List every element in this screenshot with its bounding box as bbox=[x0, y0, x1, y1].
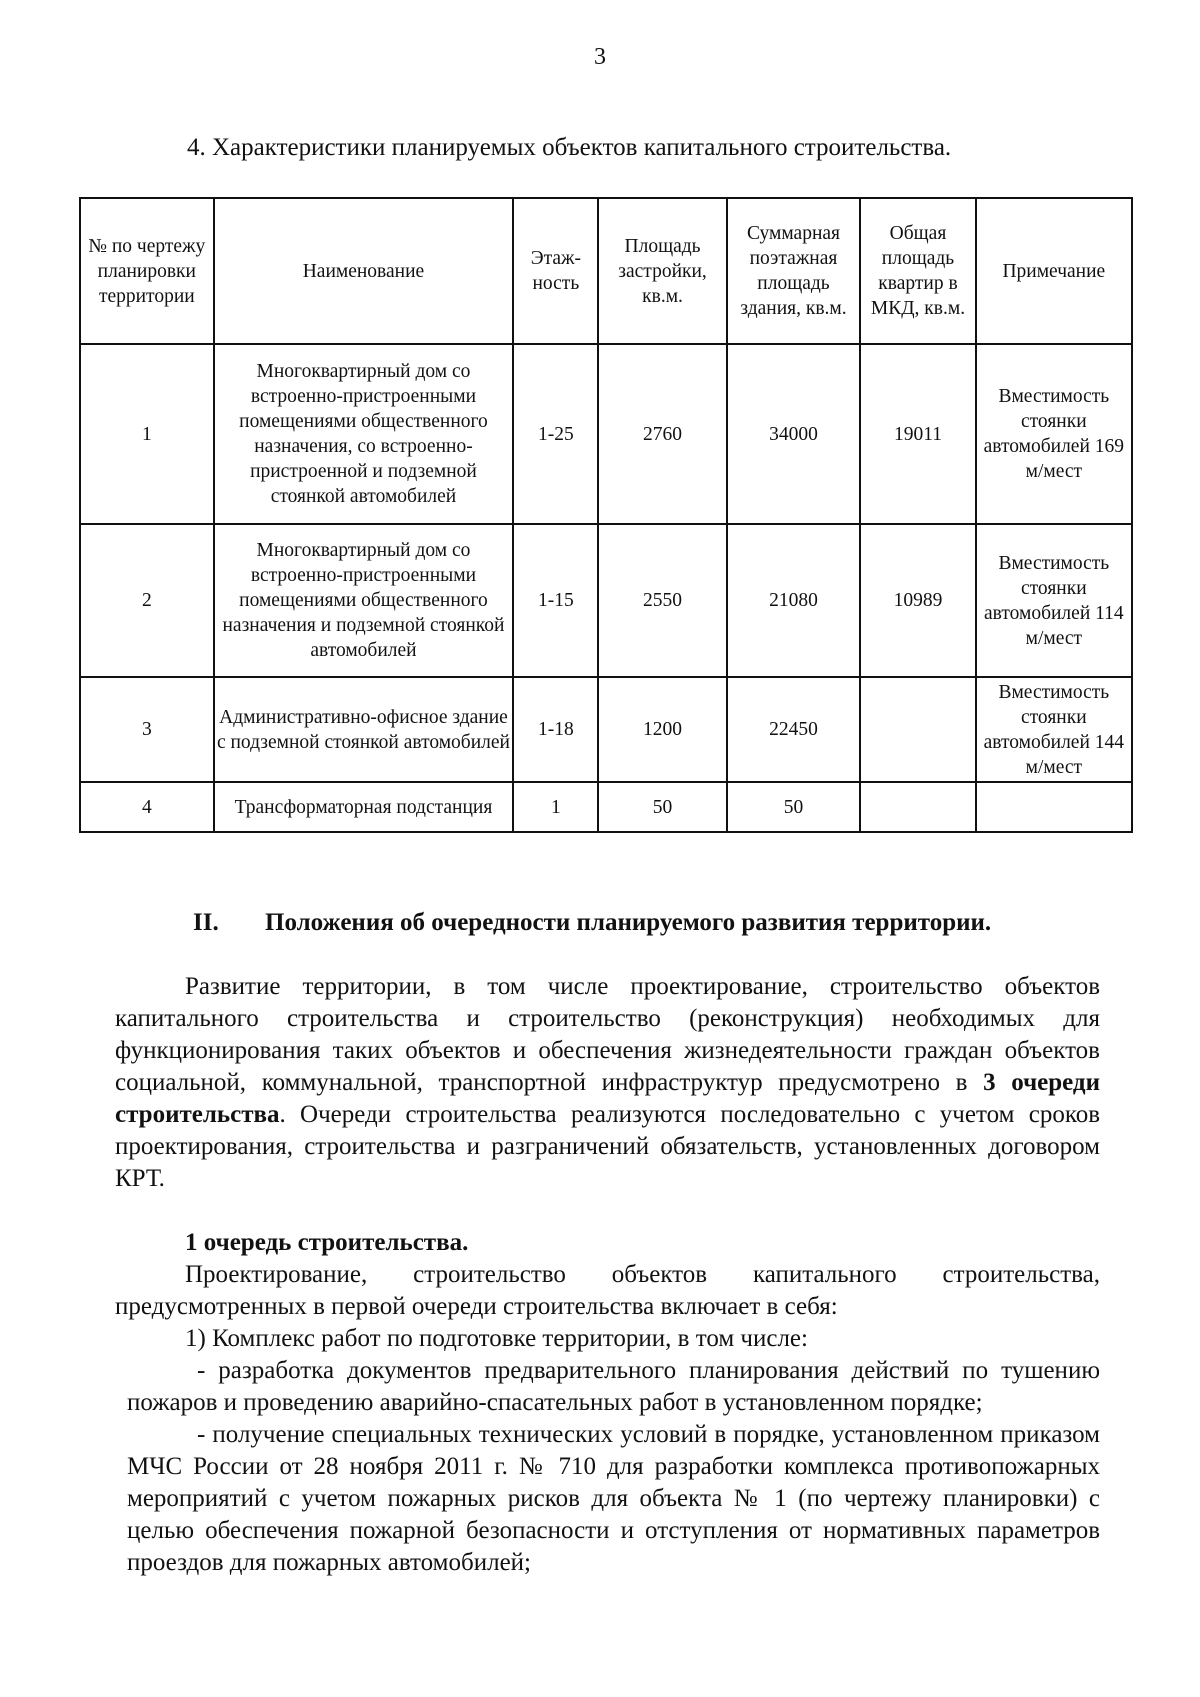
header-total-floor-area: Суммарная поэтажная площадь здания, кв.м. bbox=[727, 198, 861, 344]
cell-built-area: 1200 bbox=[598, 677, 726, 782]
intro-text-before: Развитие территории, в том числе проектирование, строительство объектов капитального строительства и строительство (реконструкция) необходимых для функционирования таких объектов и обеспечения жизнедеятельности граждан объектов социальной, коммунальной, транспортной инфраструктур предусмотрено в bbox=[115, 973, 1100, 1096]
intro-text-after: . Очереди строительства реализуются последовательно с учетом сроков проектирования, строительства и разграничений обязательств, установленных договором КРТ. bbox=[115, 1101, 1100, 1192]
cell-num: 2 bbox=[80, 524, 214, 677]
cell-name: Многоквартирный дом со встроенно-пристроенными помещениями общественного назначения и подземной стоянкой автомобилей bbox=[214, 524, 514, 677]
cell-floors: 1-25 bbox=[513, 344, 598, 524]
cell-num: 4 bbox=[80, 782, 214, 832]
cell-total-floor-area: 34000 bbox=[727, 344, 861, 524]
table-row bbox=[80, 344, 1132, 524]
cell-floors: 1 bbox=[513, 782, 598, 832]
cell-built-area: 2550 bbox=[598, 524, 726, 677]
header-built-area: Площадь застройки, кв.м. bbox=[598, 198, 726, 344]
objects-table bbox=[79, 197, 1133, 833]
table-row bbox=[80, 782, 1132, 832]
cell-apartments-area: 10989 bbox=[860, 524, 975, 677]
cell-num: 1 bbox=[80, 344, 214, 524]
cell-floors: 1-15 bbox=[513, 524, 598, 677]
page-number: 3 bbox=[594, 44, 606, 70]
cell-apartments-area bbox=[860, 677, 975, 782]
bullet-list bbox=[127, 1355, 1100, 1579]
intro-paragraph bbox=[115, 971, 1100, 1195]
stage1-heading: 1 очередь строительства. bbox=[185, 1229, 469, 1256]
header-note: Примечание bbox=[976, 198, 1132, 344]
header-apartments-area: Общая площадь квартир в МКД, кв.м. bbox=[860, 198, 975, 344]
table-title: 4. Характеристики планируемых объектов капитального строительства. bbox=[187, 134, 952, 161]
section-number: II. bbox=[193, 909, 219, 936]
header-num: № по чертежу планировки территории bbox=[80, 198, 214, 344]
header-name: Наименование bbox=[214, 198, 514, 344]
cell-note: Вместимость стоянки автомобилей 114 м/мест bbox=[976, 524, 1132, 677]
cell-apartments-area bbox=[860, 782, 975, 832]
list-item: - получение специальных технических условий в порядке, установленном приказом МЧС России от 28 ноября 2011 г. № 710 для разработки комплекса противопожарных мероприятий с учетом пожарных рисков для объекта № 1 (по чертежу планировки) с целью обеспечения пожарной безопасности и отступления от нормативных параметров проездов для пожарных автомобилей; bbox=[127, 1421, 1100, 1576]
cell-name: Многоквартирный дом со встроенно-пристроенными помещениями общественного назначения, со встроенно-пристроенной и подземной стоянкой автомобилей bbox=[214, 344, 514, 524]
cell-apartments-area: 19011 bbox=[860, 344, 975, 524]
header-floors: Этаж-ность bbox=[513, 198, 598, 344]
cell-built-area: 2760 bbox=[598, 344, 726, 524]
section-title: Положения об очередности планируемого развития территории. bbox=[265, 909, 992, 936]
stage1-intro: Проектирование, строительство объектов капитального строительства, предусмотренных в первой очереди строительства включает в себя: bbox=[115, 1261, 1100, 1320]
cell-total-floor-area: 21080 bbox=[727, 524, 861, 677]
cell-name: Трансформаторная подстанция bbox=[214, 782, 514, 832]
table-row bbox=[80, 524, 1132, 677]
cell-built-area: 50 bbox=[598, 782, 726, 832]
cell-num: 3 bbox=[80, 677, 214, 782]
cell-total-floor-area: 22450 bbox=[727, 677, 861, 782]
stage1-block bbox=[115, 1227, 1100, 1579]
table-header-row bbox=[80, 198, 1132, 344]
table-row bbox=[80, 677, 1132, 782]
cell-total-floor-area: 50 bbox=[727, 782, 861, 832]
cell-name: Административно-офисное здание с подземной стоянкой автомобилей bbox=[214, 677, 514, 782]
cell-note: Вместимость стоянки автомобилей 169 м/мест bbox=[976, 344, 1132, 524]
cell-floors: 1-18 bbox=[513, 677, 598, 782]
cell-note bbox=[976, 782, 1132, 832]
list-item: - разработка документов предварительного планирования действий по тушению пожаров и проведению аварийно-спасательных работ в установленном порядке; bbox=[127, 1357, 1100, 1416]
cell-note: Вместимость стоянки автомобилей 144 м/мест bbox=[976, 677, 1132, 782]
intro-text-bold: 3 очереди строительства bbox=[115, 1069, 1100, 1128]
section-heading bbox=[193, 909, 991, 937]
stage1-item-1: 1) Комплекс работ по подготовке территории, в том числе: bbox=[185, 1325, 808, 1352]
